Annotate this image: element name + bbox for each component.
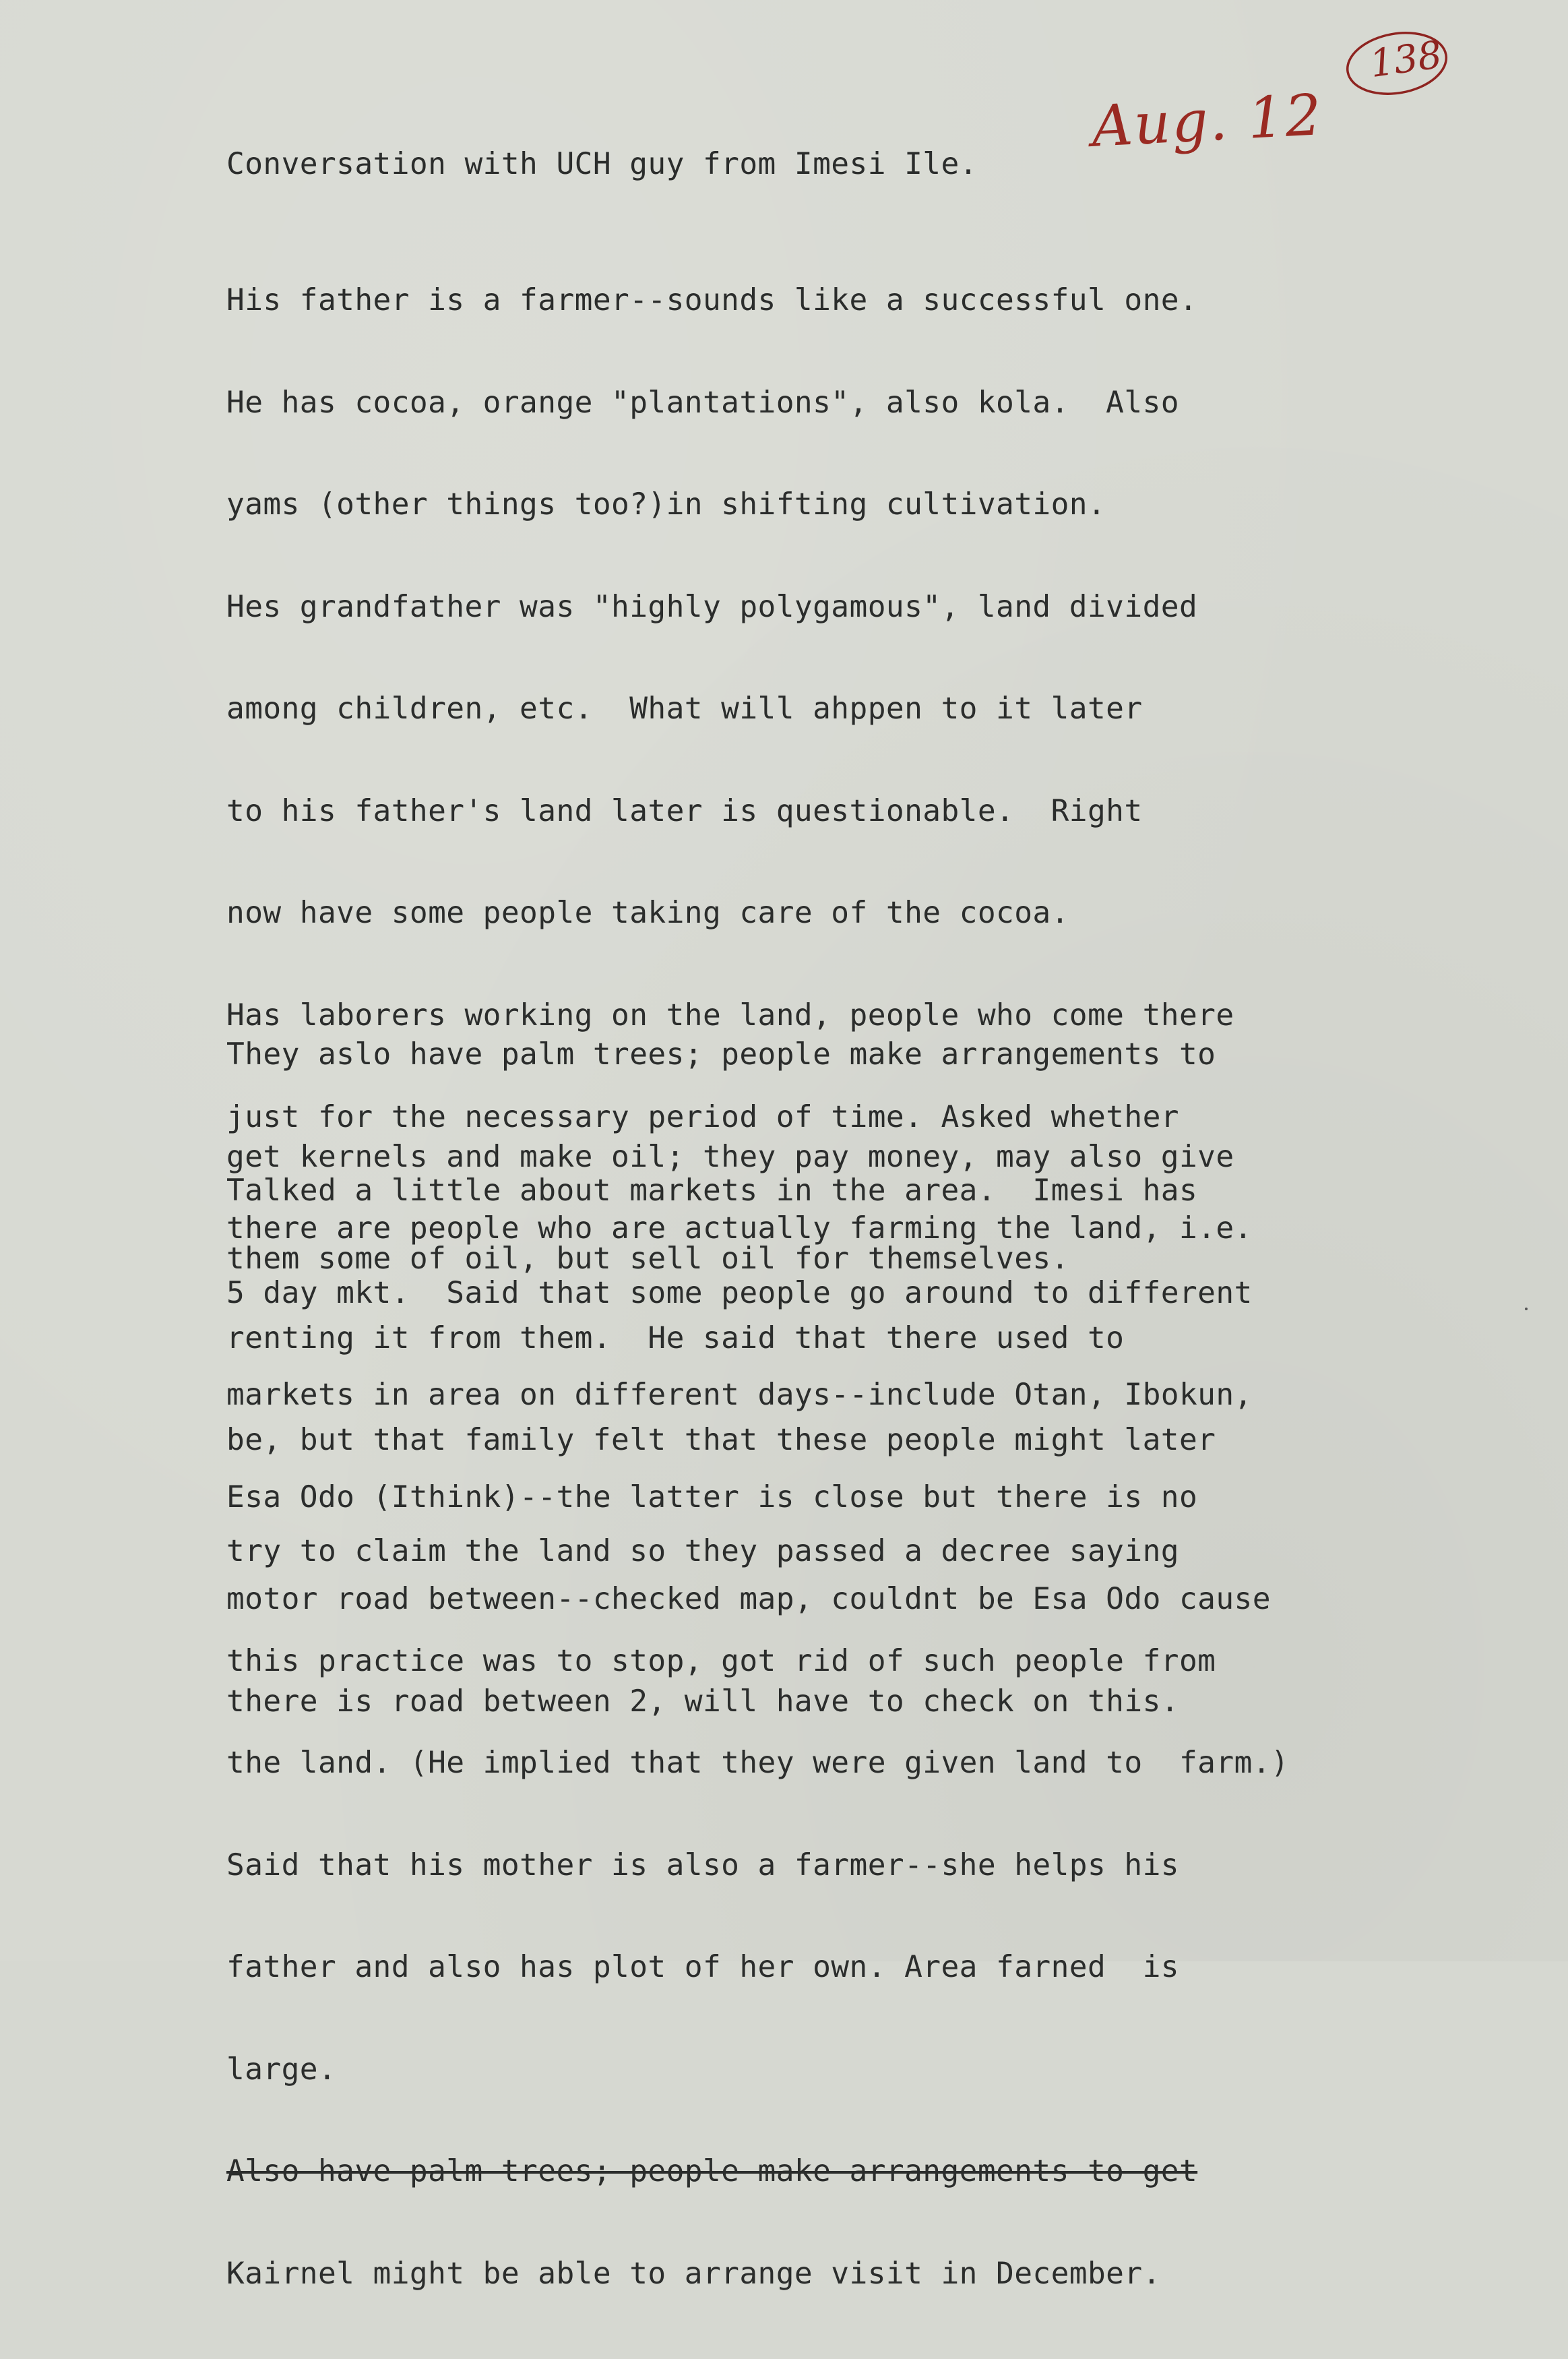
text-line: Esa Odo (Ithink)--the latter is close but there is no (226, 1479, 1198, 1514)
text-line: Hes grandfather was "highly polygamous", land divided (226, 589, 1198, 624)
text-line: get kernels and make oil; they pay money, may also give (226, 1139, 1234, 1174)
text-line: the land. (He implied that they were given land to farm.) (226, 1746, 1290, 1780)
text-line: large. (226, 2052, 337, 2087)
text-line: Has laborers working on the land, people who come there (226, 998, 1234, 1033)
handwritten-date: Aug. 12 (1090, 82, 1325, 160)
text-line: 5 day mkt. Said that some people go around to different (226, 1275, 1253, 1310)
text-line: yams (other things too?)in shifting cultivation. (226, 487, 1106, 522)
paragraph-3 (226, 1106, 1271, 1787)
text-line: He has cocoa, orange "plantations", also kola. Also (226, 385, 1179, 420)
page-number: 138 (1367, 32, 1445, 87)
text-line: this practice was to stop, got rid of such people from (226, 1643, 1216, 1678)
text-line: Talked a little about markets in the area. Imesi has (226, 1173, 1198, 1208)
text-line: be, but that family felt that these people might later (226, 1423, 1216, 1457)
text-line: among children, etc. What will ahppen to it later (226, 692, 1143, 726)
text-line: them some of oil, but sell oil for themselves. (226, 1242, 1069, 1276)
text-line: now have some people taking care of the cocoa. (226, 896, 1069, 930)
text-line: They aslo have palm trees; people make arrangements to (226, 1037, 1216, 1072)
text-line: just for the necessary period of time. Asked whether (226, 1100, 1179, 1134)
text-line: markets in area on different days--include Otan, Ibokun, (226, 1378, 1253, 1412)
text-line: His father is a farmer--sounds like a successful one. (226, 283, 1198, 317)
text-line: Kairnel might be able to arrange visit in December. (226, 2256, 1161, 2291)
text-line: father and also has plot of her own. Area farned is (226, 1950, 1179, 1984)
text-line: Said that his mother is also a farmer--she helps his (226, 1847, 1179, 1882)
text-line: to his father's land later is questionable. Right (226, 793, 1143, 828)
struck-out-line: Also have palm trees; people make arrangements to get (226, 2154, 1198, 2188)
text-line: there is road between 2, will have to check on this. (226, 1684, 1179, 1719)
text-line: renting it from them. He said that there used to (226, 1320, 1125, 1355)
text-line: motor road between--checked map, couldnt be Esa Odo cause (226, 1582, 1271, 1616)
paper-speck (1525, 1308, 1528, 1310)
document-title: Conversation with UCH guy from Imesi Ile. (226, 147, 978, 181)
text-line: there are people who are actually farming the land, i.e. (226, 1211, 1253, 1246)
text-line: try to claim the land so they passed a decree saying (226, 1533, 1179, 1568)
page-number-stamp (1344, 26, 1452, 100)
